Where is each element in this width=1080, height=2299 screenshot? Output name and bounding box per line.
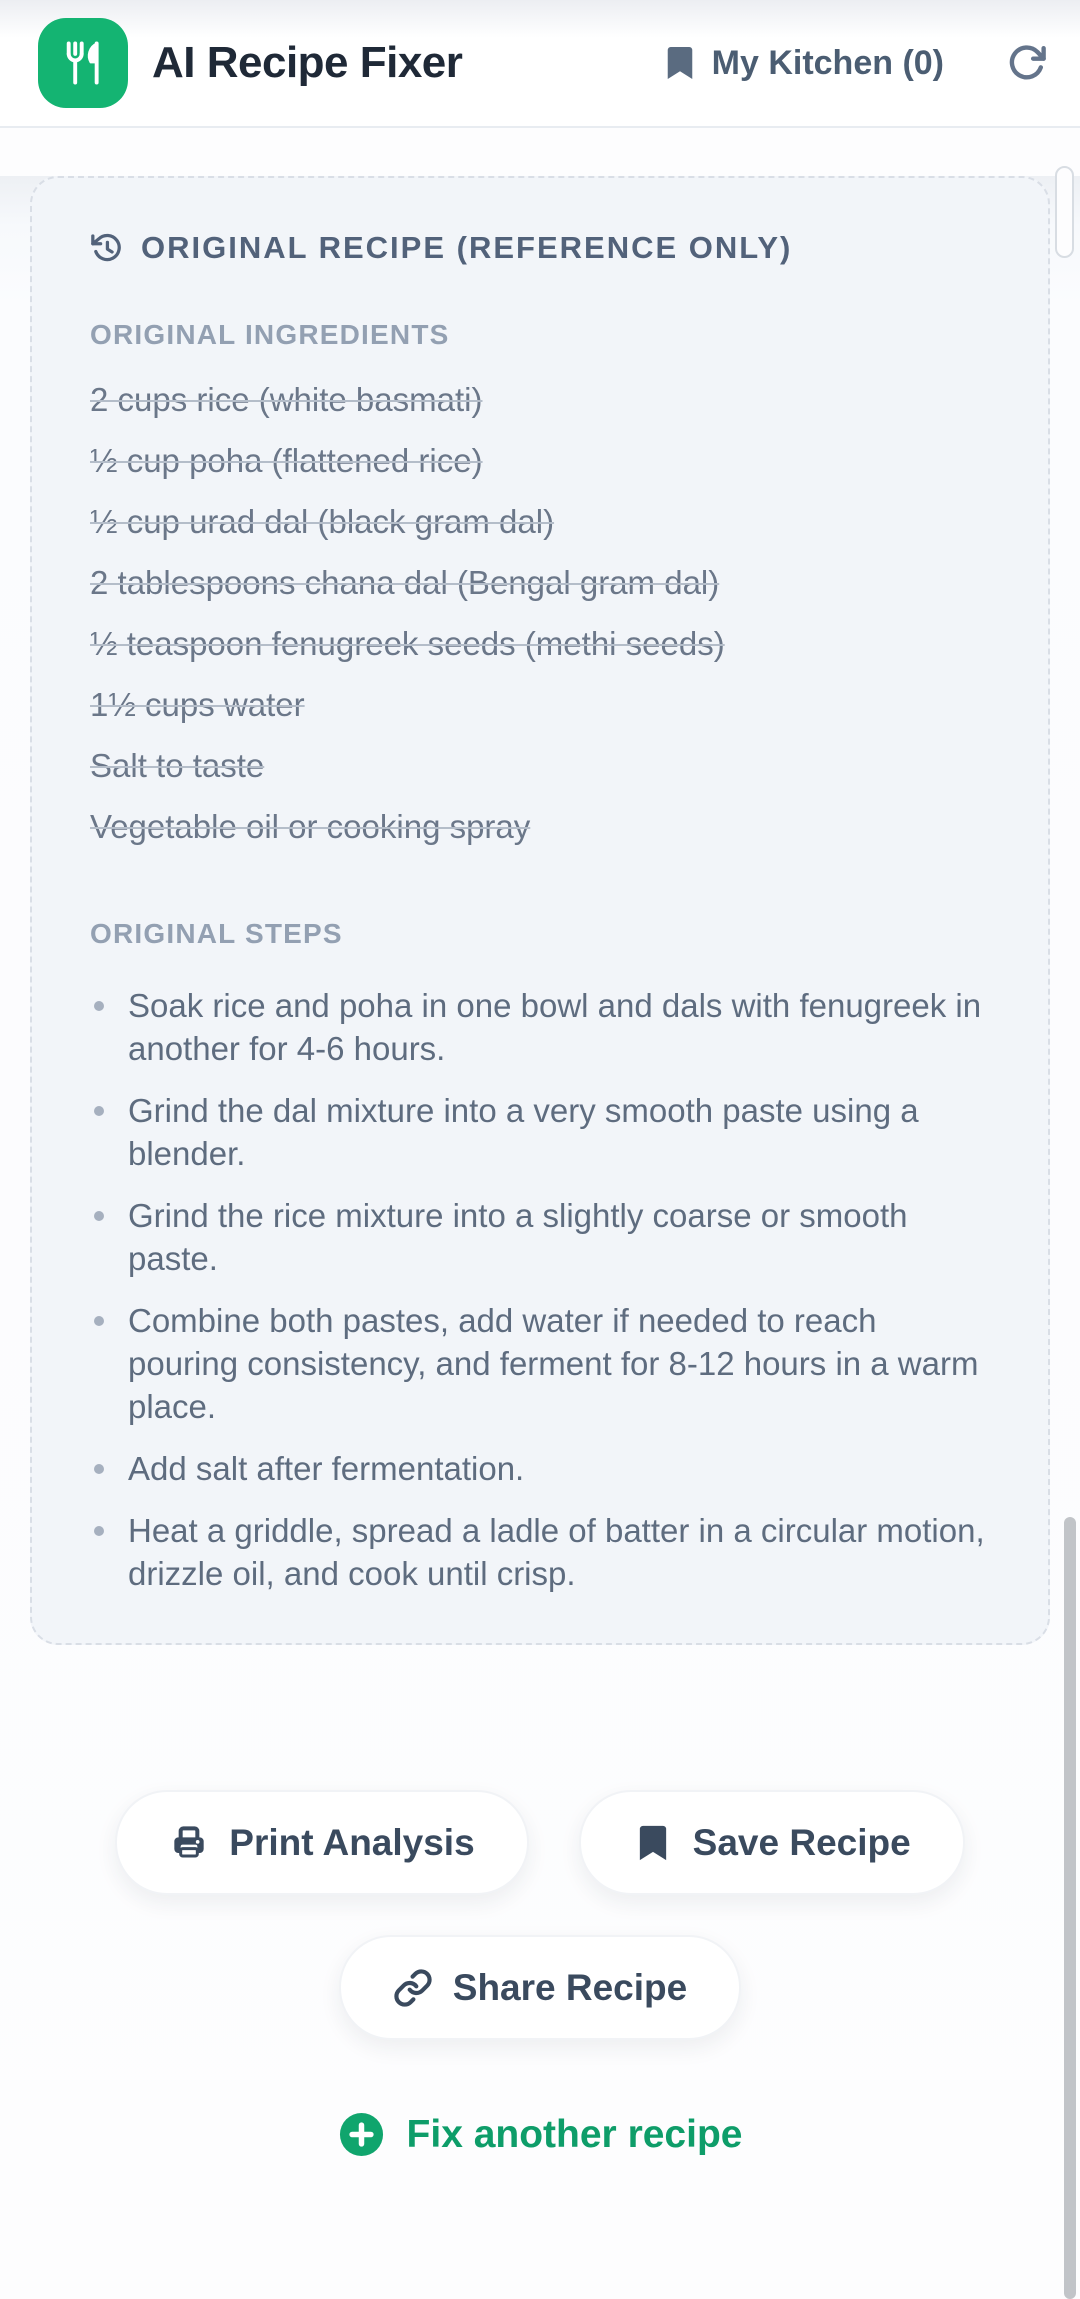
- save-recipe-label: Save Recipe: [692, 1821, 911, 1863]
- bullet-icon: [94, 1211, 104, 1221]
- original-recipe-card: [30, 176, 1050, 1645]
- card-title: ORIGINAL RECIPE (REFERENCE ONLY): [141, 230, 793, 265]
- step-item: [90, 1299, 990, 1428]
- share-recipe-label: Share Recipe: [452, 1966, 688, 2008]
- plus-circle-icon: [338, 2111, 385, 2158]
- card-scrollbar-thumb[interactable]: [1055, 166, 1074, 258]
- actions-area: [0, 1645, 1080, 2158]
- ingredients-list: [90, 380, 990, 847]
- step-item: [90, 1509, 990, 1595]
- bullet-icon: [94, 1001, 104, 1011]
- header-right: [664, 42, 1048, 84]
- step-item: [90, 984, 990, 1070]
- bullet-icon: [94, 1316, 104, 1326]
- link-icon: [393, 1968, 433, 2008]
- ingredients-heading: ORIGINAL INGREDIENTS: [90, 319, 450, 350]
- bullet-icon: [94, 1106, 104, 1116]
- history-icon: [90, 231, 124, 265]
- step-item: [90, 1194, 990, 1280]
- bullet-icon: [94, 1526, 104, 1536]
- step-item: [90, 1089, 990, 1175]
- ingredient-item: ½ cup poha (flattened rice): [90, 442, 483, 479]
- ingredient-item: 2 cups rice (white basmati): [90, 381, 483, 418]
- ingredient-item: 1½ cups water: [90, 686, 305, 723]
- app-title: AI Recipe Fixer: [152, 38, 463, 87]
- step-text: Add salt after fermentation.: [128, 1450, 525, 1487]
- step-text: Heat a griddle, spread a ladle of batter in a circular motion, drizzle oil, and cook until crisp.: [128, 1512, 985, 1592]
- steps-list: [90, 984, 990, 1595]
- step-text: Combine both pastes, add water if needed to reach pouring consistency, and ferment for 8-12 hours in a warm place.: [128, 1302, 979, 1425]
- actions-row-2: [0, 1935, 1080, 2040]
- fix-another-recipe-button[interactable]: [338, 2111, 743, 2158]
- print-analysis-button[interactable]: [115, 1790, 528, 1895]
- ingredient-item: Vegetable oil or cooking spray: [90, 808, 531, 845]
- ingredient-item: ½ cup urad dal (black gram dal): [90, 503, 555, 540]
- ingredient-item: 2 tablespoons chana dal (Bengal gram dal): [90, 564, 720, 601]
- step-text: Grind the dal mixture into a very smooth paste using a blender.: [128, 1092, 919, 1172]
- steps-heading: ORIGINAL STEPS: [90, 918, 343, 949]
- fix-another-recipe-label: Fix another recipe: [406, 2112, 743, 2156]
- printer-icon: [169, 1823, 209, 1863]
- share-recipe-button[interactable]: [339, 1935, 741, 2040]
- fix-link-wrap: [0, 2111, 1080, 2158]
- utensils-icon: [57, 37, 109, 89]
- bullet-icon: [94, 1464, 104, 1474]
- main-content: [0, 176, 1080, 2299]
- app-header: [0, 0, 1080, 128]
- app-logo: [38, 18, 128, 108]
- ingredient-item: Salt to taste: [90, 747, 265, 784]
- card-title-row: [90, 228, 990, 268]
- bookmark-icon: [633, 1823, 673, 1863]
- refresh-button[interactable]: [1006, 42, 1048, 84]
- bookmark-icon: [664, 44, 696, 82]
- print-analysis-label: Print Analysis: [229, 1821, 475, 1863]
- my-kitchen-label: My Kitchen (0): [711, 43, 944, 82]
- step-item: [90, 1447, 990, 1490]
- step-text: Grind the rice mixture into a slightly coarse or smooth paste.: [128, 1197, 908, 1277]
- step-text: Soak rice and poha in one bowl and dals with fenugreek in another for 4-6 hours.: [128, 987, 982, 1067]
- save-recipe-button[interactable]: [579, 1790, 965, 1895]
- page-scrollbar-thumb[interactable]: [1064, 1517, 1076, 2299]
- ingredient-item: ½ teaspoon fenugreek seeds (methi seeds): [90, 625, 725, 662]
- header-left: [38, 18, 462, 108]
- refresh-icon: [1006, 42, 1048, 84]
- my-kitchen-button[interactable]: [664, 44, 944, 83]
- actions-row-1: [0, 1790, 1080, 1895]
